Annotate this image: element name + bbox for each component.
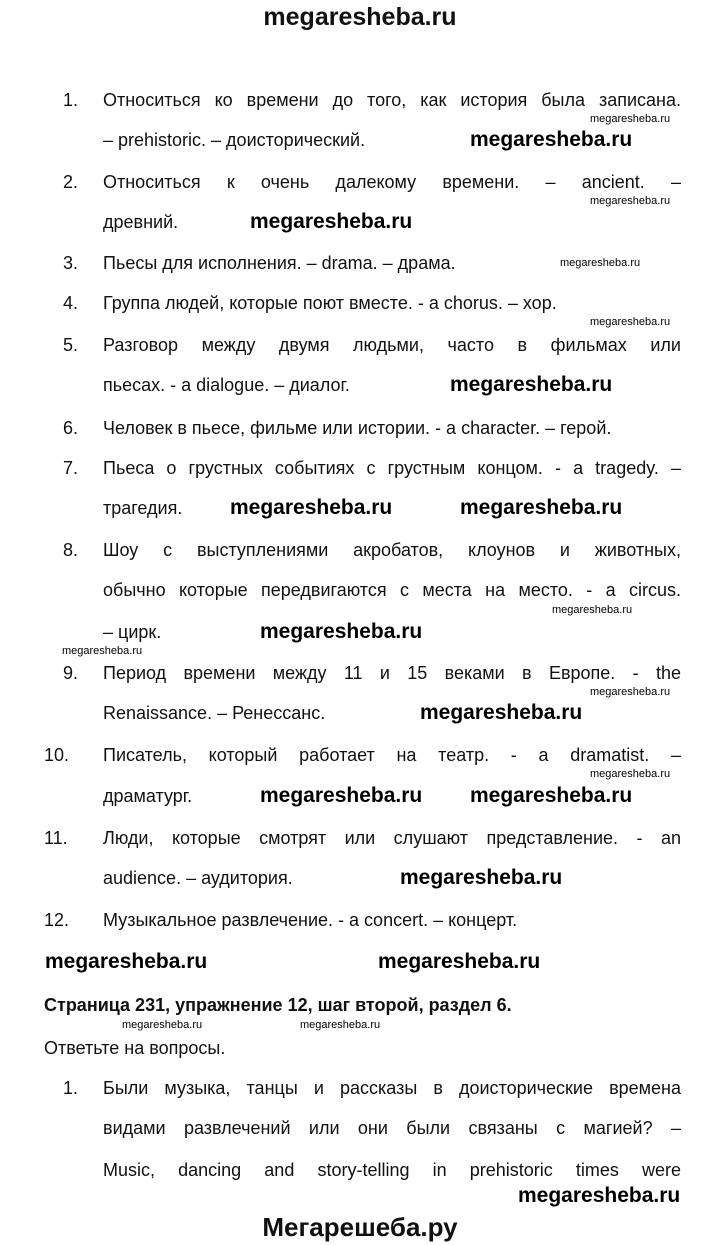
item-number: 10. [44,745,70,765]
item-line: Пьеса о грустных событиях с грустным концом. - a tragedy. – [103,458,681,478]
item-line: Музыкальное развлечение. - a concert. – концерт. [103,910,518,930]
item-line: древний. [103,212,179,232]
item-line: Разговор между двумя людьми, часто в фильмах или [103,335,681,355]
watermark: megaresheba.ru [230,496,393,519]
item-number: 4. [63,293,79,313]
watermark: megaresheba.ru [420,701,583,724]
watermark-small: megaresheba.ru [300,1019,381,1031]
item-line: – цирк. [103,622,162,642]
watermark: megaresheba.ru [450,373,613,396]
watermark: megaresheba.ru [378,950,541,973]
watermark: megaresheba.ru [260,620,423,643]
item-line: Шоу с выступлениями акробатов, клоунов и животных, [103,540,681,560]
item-line: Период времени между 11 и 15 веками в Европе. - the [103,663,681,683]
section-title: Страница 231, упражнение 12, шаг второй, раздел 6. [44,995,512,1015]
item-number: 9. [63,663,79,683]
watermark: megaresheba.ru [460,496,623,519]
item-number: 8. [63,540,79,560]
item-line: драматург. [103,786,193,806]
item-number: 3. [63,253,79,273]
item-line: Писатель, который работает на театр. - a dramatist. – [103,745,681,765]
watermark-small: megaresheba.ru [590,316,671,328]
watermark-small: megaresheba.ru [122,1019,203,1031]
instruction: Ответьте на вопросы. [44,1038,226,1058]
item-line: Человек в пьесе, фильме или истории. - a character. – герой. [103,418,612,438]
item-line: Люди, которые смотрят или слушают представление. - an [103,828,681,848]
item-line: Renaissance. – Ренессанс. [103,703,326,723]
item-number: 1. [63,1078,79,1098]
watermark-small: megaresheba.ru [590,768,671,780]
item-line: видами развлечений или они были связаны с магией? – [103,1118,681,1138]
item-line: Были музыка, танцы и рассказы в доисторические времена [103,1078,681,1098]
item-line: Относиться к очень далекому времени. – ancient. – [103,172,681,192]
item-line: audience. – аудитория. [103,868,293,888]
watermark: megaresheba.ru [470,784,633,807]
item-line: трагедия. [103,498,183,518]
item-line: Пьесы для исполнения. – drama. – драма. [103,253,456,273]
watermark-small: megaresheba.ru [590,113,671,125]
watermark-small: megaresheba.ru [590,686,671,698]
watermark: megaresheba.ru [518,1184,681,1207]
watermark: megaresheba.ru [45,950,208,973]
watermark: megaresheba.ru [260,784,423,807]
item-number: 6. [63,418,79,438]
item-line: – prehistoric. – доисторический. [103,130,366,150]
item-number: 1. [63,90,79,110]
site-footer: Мегарешеба.ру [262,1212,458,1242]
item-number: 5. [63,335,79,355]
watermark-small: megaresheba.ru [62,645,143,657]
watermark: megaresheba.ru [400,866,563,889]
item-line: Music, dancing and story-telling in prehistoric times were [103,1160,681,1180]
site-header: megaresheba.ru [263,3,457,31]
watermark-small: megaresheba.ru [560,257,641,269]
item-number: 7. [63,458,79,478]
item-line: Относиться ко времени до того, как история была записана. [103,90,681,110]
item-line: Группа людей, которые поют вместе. - a chorus. – хор. [103,293,557,313]
watermark-small: megaresheba.ru [552,604,633,616]
item-number: 2. [63,172,79,192]
item-number: 11. [44,828,68,848]
watermark-small: megaresheba.ru [590,195,671,207]
watermark: megaresheba.ru [250,210,413,233]
watermark: megaresheba.ru [470,128,633,151]
item-line: пьесах. - a dialogue. – диалог. [103,375,350,395]
item-line: обычно которые передвигаются с места на место. - a circus. [103,580,681,600]
item-number: 12. [44,910,70,930]
